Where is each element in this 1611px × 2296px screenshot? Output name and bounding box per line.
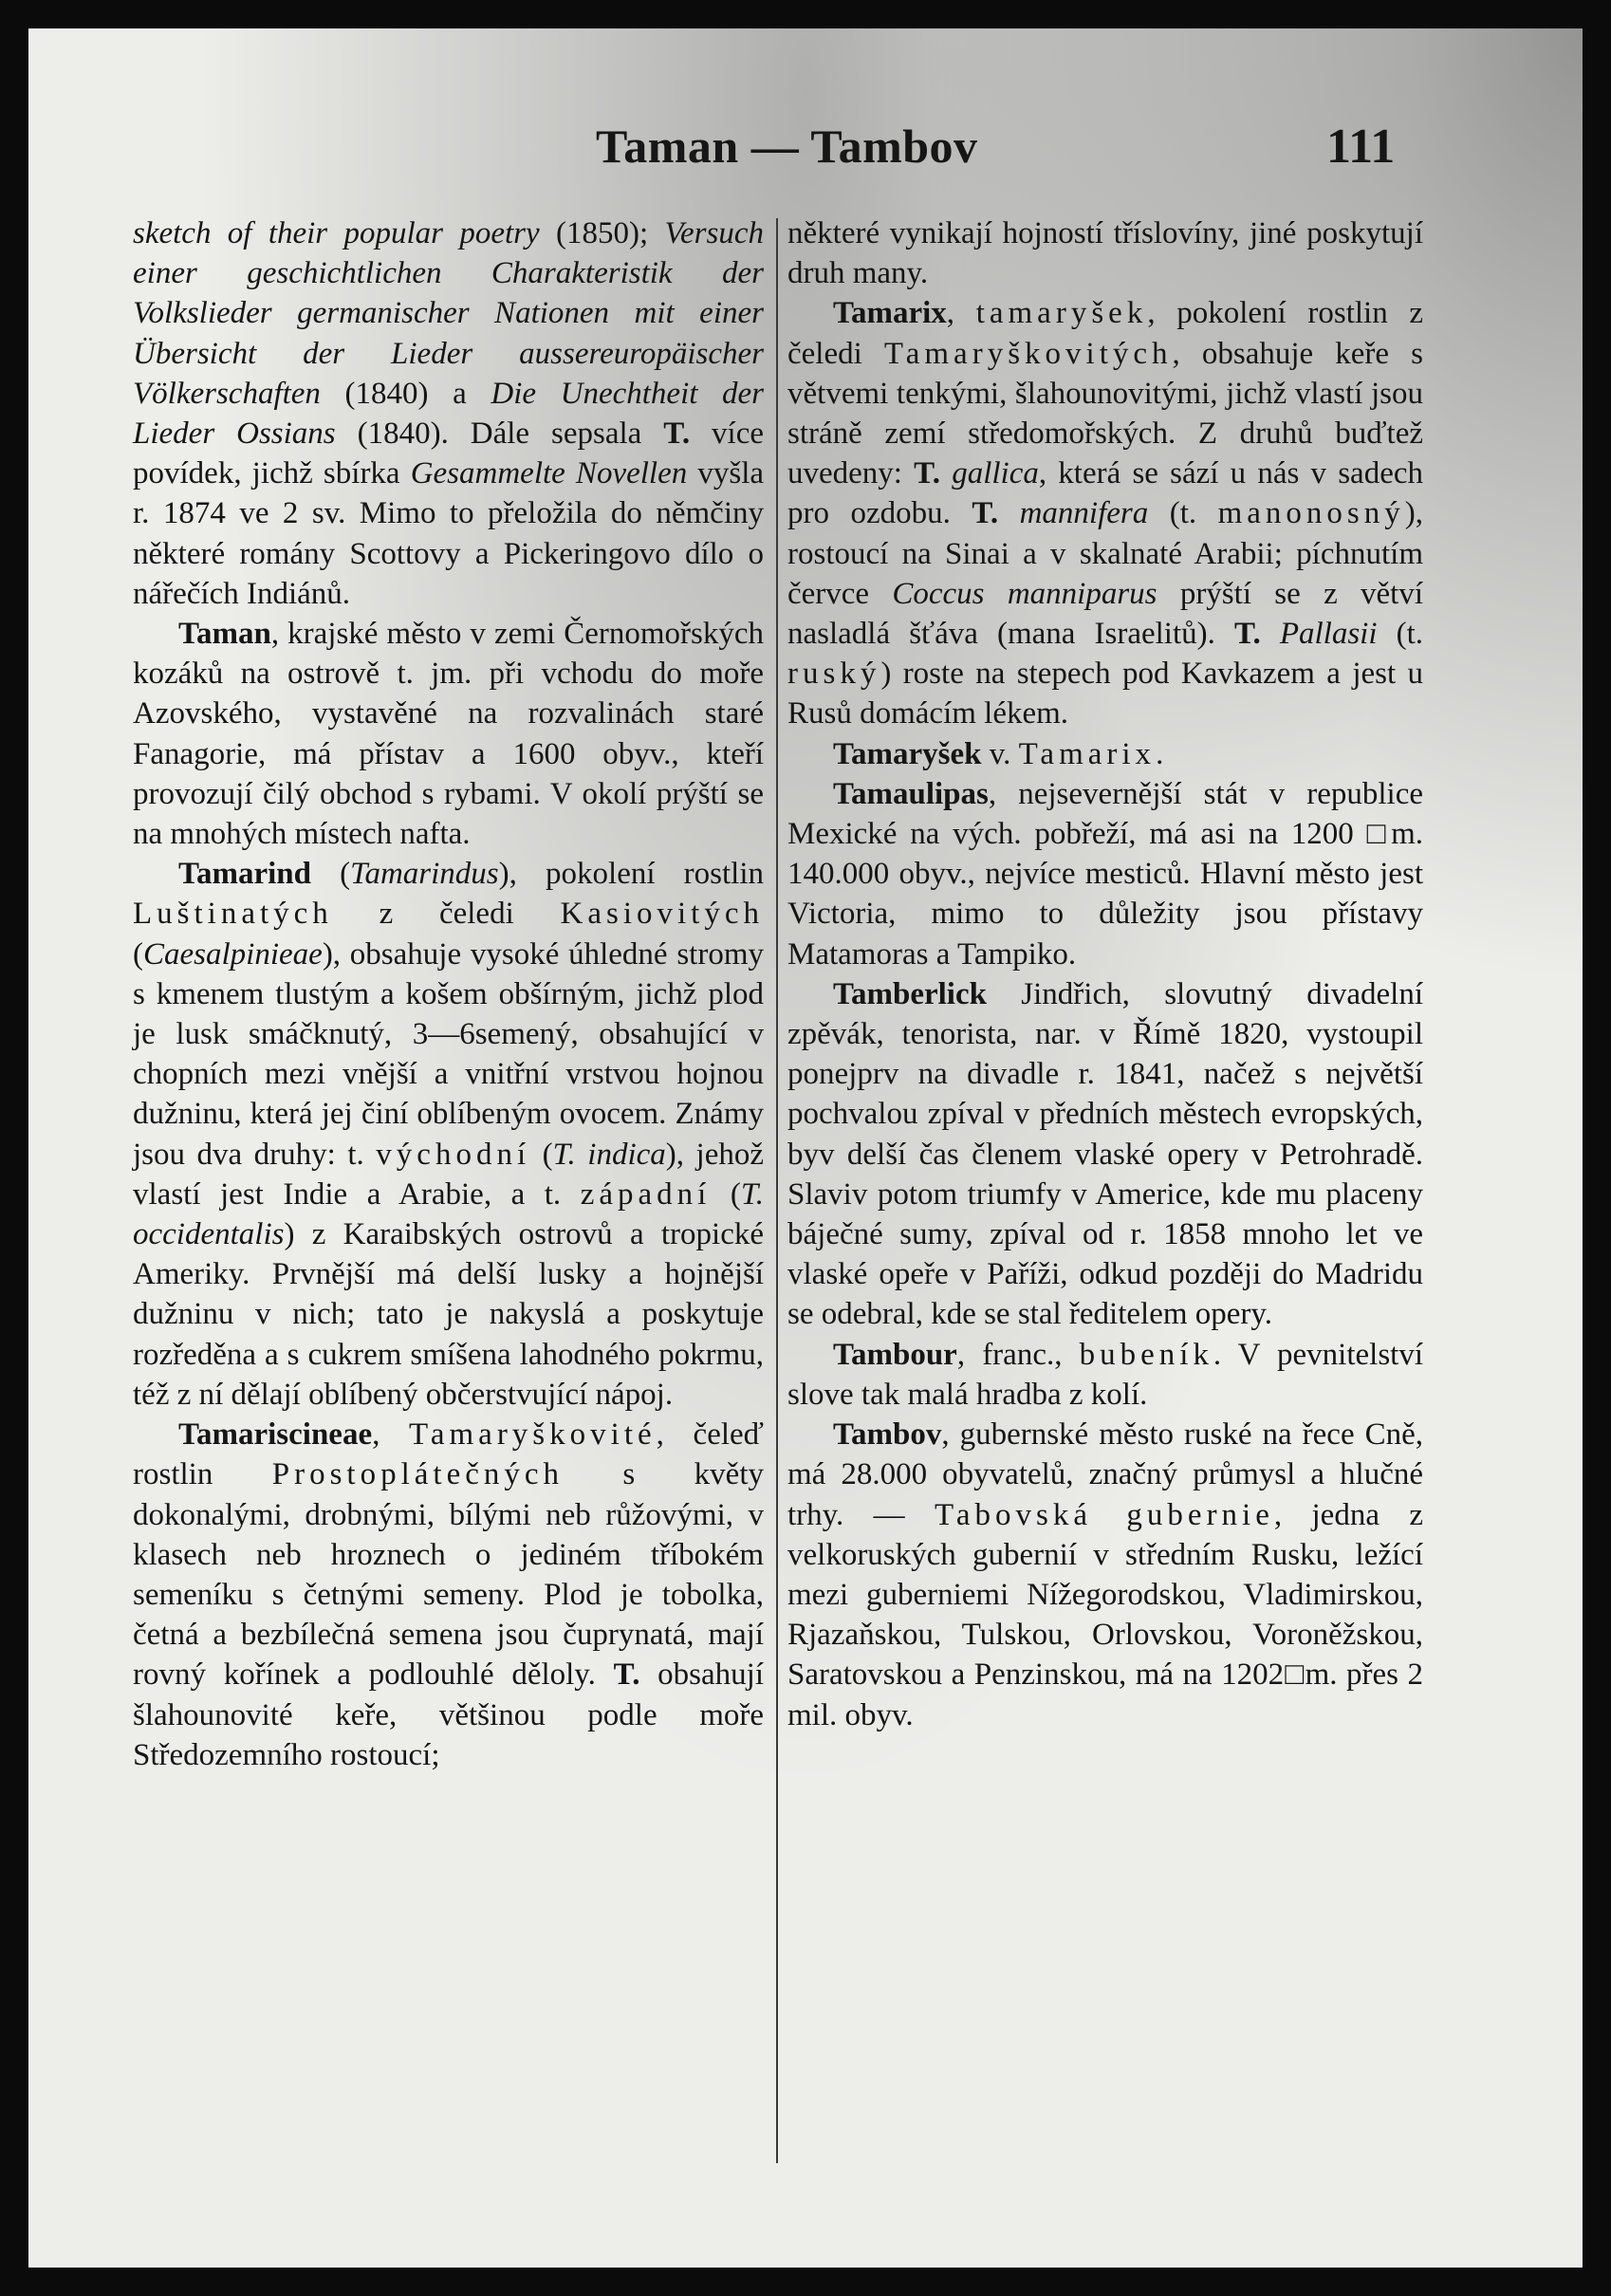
headword: Tamariscineae xyxy=(178,1417,373,1453)
headword: Tamarind xyxy=(178,857,311,892)
right-column xyxy=(787,213,1423,1735)
page-header xyxy=(28,119,1583,194)
running-title: Taman — Tambov xyxy=(596,120,978,173)
entry-tambov: Tambov, gubernské město ruské na řece Cně, má 28.000 obyvatelů, značný průmysl a hlučné trhy. — Tabovská gubernie, jedna z velkoruských gubernií v středním Rusku, ležící mezi guberniemi Nížegorodskou, Vladimirskou, Rjazaňskou, Tulskou, Orlovskou, Voroněžskou, Saratovskou a Penzinskou, má na 1202□m. přes 2 mil. obyv. xyxy=(787,1417,1424,1732)
dictionary-page xyxy=(28,28,1583,2268)
entry-continuation: sketch of their popular poetry (1850); Versuch einer geschichtlichen Charakteristik der Volkslieder germanischer Nationen mit einer Übersicht der Lieder aussereuropäischer Völkerschaften (1840) a Die Unechtheit der Lieder Ossians (1840). Dále sepsala T. více povídek, jichž sbírka Gesammelte Novellen vyšla r. 1874 ve 2 sv. Mimo to přeložila do němčiny některé romány Scottovy a Pickeringovo dílo o nářečích Indiánů. xyxy=(133,216,765,611)
entry-tambour: Tambour, franc., bubeník. V pevnitelství slove tak malá hradba z kolí. xyxy=(787,1337,1423,1412)
headword: Tamaulipas xyxy=(833,776,989,811)
square-mile-symbol: □ xyxy=(1366,817,1392,852)
headword: Tamaryšek xyxy=(833,736,982,771)
left-column xyxy=(133,213,764,1775)
entry-taman: Taman, krajské město v zemi Černomořských kozáků na ostrově t. jm. při vchodu do moře Azovského, vystavěné na rozvalinách staré Fanagorie, má přístav a 1600 obyv., kteří provozují čilý obchod s rybami. V okolí prýští se na mnohých místech nafta. xyxy=(133,617,764,852)
entry-tamaulipas: Tamaulipas, nejsevernější stát v republice Mexické na vých. pobřeží, má asi na 1200 □m. 140.000 obyv., nejvíce mesticů. Hlavní město jest Victoria, mimo to důležity jsou přístavy Matamoras a Tampiko. xyxy=(787,776,1423,972)
headword: Tambour xyxy=(833,1337,957,1372)
column-divider xyxy=(776,218,778,2163)
entry-tamarysek: Tamaryšek v. Tamarix. xyxy=(833,736,1164,771)
headword: Tamberlick xyxy=(833,976,987,1011)
square-mile-symbol: □ xyxy=(1284,1657,1305,1693)
entry-tamberlick: Tamberlick Jindřich, slovutný divadelní zpěvák, tenorista, nar. v Římě 1820, vystoupil ponejprv na divadle r. 1841, načež s největší pochvalou zpíval v předních městech evropských, byv delší čas členem vlaské opery v Petrohradě. Slaviv potom triumfy v Americe, kde mu placeny báječné sumy, zpíval od r. 1858 mnoho let ve vlaské opeře v Paříži, odkud později do Madridu se odebral, kde se stal ředitelem opery. xyxy=(787,976,1423,1332)
entry-tamarix: Tamarix, tamaryšek, pokolení rostlin z čeledi Tamaryškovitých, obsahuje keře s větvemi tenkými, šlahounovitými, jichž vlastí jsou stráně zemí středomořských. Z druhů buďtež uvedeny: T. gallica, která se sází u nás v sadech pro ozdobu. T. mannifera (t. manonosný), rostoucí na Sinai a v skalnaté Arabii; píchnutím červce Coccus manniparus prýští se z větví nasladlá šťáva (mana Israelitů). T. Pallasii (t. ruský) roste na stepech pod Kavkazem a jest u Rusů domácím lékem. xyxy=(787,296,1424,731)
entry-tamarind: Tamarind (Tamarindus), pokolení rostlin Luštinatých z čeledi Kasiovitých (Caesalpinieae), obsahuje vysoké úhledné stromy s kmenem tlustým a košem obšírným, jichž plod je lusk smáčknutý, 3—6semený, obsahující v chopních mezi vnější a vnitřní vrstvou hojnou dužninu, která jej činí oblíbeným ovocem. Známy jsou dva druhy: t. východní (T. indica), jehož vlastí jest Indie a Arabie, a t. západní (T. occidentalis) z Karaibských ostrovů a tropické Ameriky. Prvnější má delší lusky a hojnější dužninu v nich; tato je nakyslá a poskytuje rozředěna a s cukrem smíšena lahodného pokrmu, též z ní dělají oblíbený občerstvující nápoj. xyxy=(133,857,765,1412)
entry-tamariscineae: Tamariscineae, Tamaryškovité, čeleď rostlin Prostoplátečných s květy dokonalými, drobnými, bílými neb růžovými, v klasech neb hroznech o jediném tříbokém semeníku s četnými semeny. Plod je tobolka, četná a bezbílečná semena jsou čuprynatá, mají rovný kořínek a podlouhlé děloly. T. obsahují šlahounovité keře, většinou podle moře Středozemního rostoucí; xyxy=(133,1417,765,1772)
headword: Tamarix xyxy=(833,296,947,331)
page-number: 111 xyxy=(1326,120,1396,174)
entry-continuation: některé vynikají hojností tříslovíny, jiné poskytují druh many. xyxy=(787,216,1423,291)
headword: Tambov xyxy=(833,1417,942,1453)
headword: Taman xyxy=(178,617,271,652)
